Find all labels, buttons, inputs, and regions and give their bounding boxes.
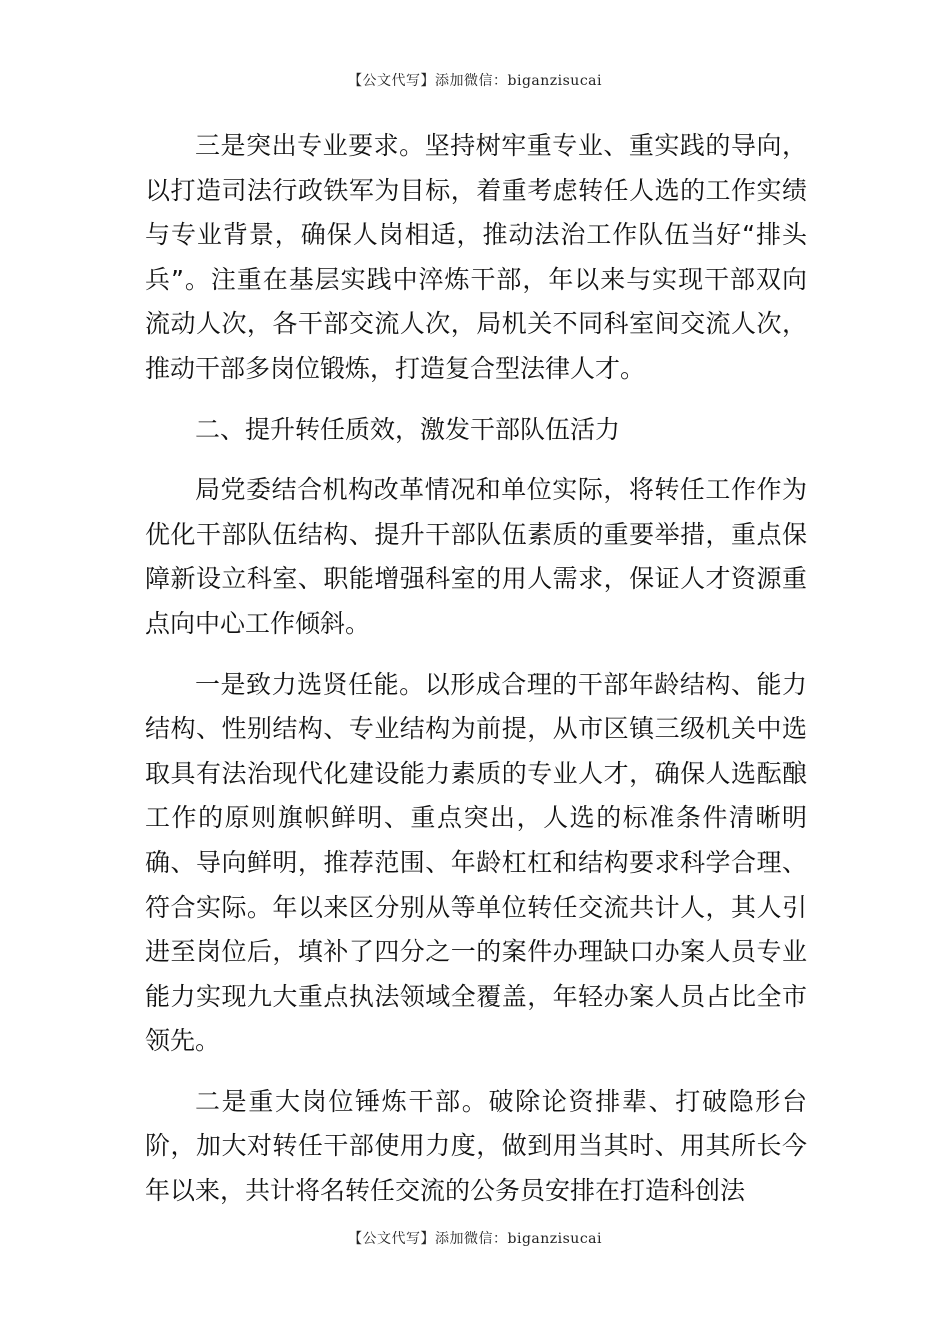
paragraph-professional-requirements: 三是突出专业要求。坚持树牢重专业、重实践的导向，以打造司法行政铁军为目标，着重考虑转任人选的工作实绩与专业背景，确保人岗相适，推动法治工作队伍当好“排头兵”。注重在基层实践中淬炼干部，年以来与实现干部双向流动人次，各干部交流人次，局机关不同科室间交流人次，推动干部多岗位锻炼，打造复合型法律人才。 <box>145 131 807 383</box>
paragraph-select-talent: 一是致力选贤任能。以形成合理的干部年龄结构、能力结构、性别结构、专业结构为前提，从市区镇三级机关中选取具有法治现代化建设能力素质的专业人才，确保人选酝酿工作的原则旗帜鲜明、重点突出，人选的标准条件清晰明确、导向鲜明，推荐范围、年龄杠杠和结构要求科学合理、符合实际。年以来区分别从等单位转任交流共计人，其人引进至岗位后，填补了四分之一的案件办理缺口办案人员专业能力实现九大重点执法领域全覆盖，年轻办案人员占比全市领先。 <box>145 669 807 1056</box>
header-watermark-note: 【公文代写】添加微信：biganzisucai <box>348 73 602 89</box>
paragraph-party-committee: 局党委结合机构改革情况和单位实际，将转任工作作为优化干部队伍结构、提升干部队伍素质的重要举措，重点保障新设立科室、职能增强科室的用人需求，保证人才资源重点向中心工作倾斜。 <box>145 475 807 638</box>
document-body <box>145 124 807 1230</box>
section-heading-transfer-quality: 二、提升转任质效，激发干部队伍活力 <box>195 414 621 444</box>
paragraph-key-posts: 二是重大岗位锤炼干部。破除论资排辈、打破隐形台阶，加大对转任干部使用力度，做到用当其时、用其所长今年以来，共计将名转任交流的公务员安排在打造科创法 <box>145 1086 807 1206</box>
footer-watermark-note: 【公文代写】添加微信：biganzisucai <box>348 1231 602 1247</box>
